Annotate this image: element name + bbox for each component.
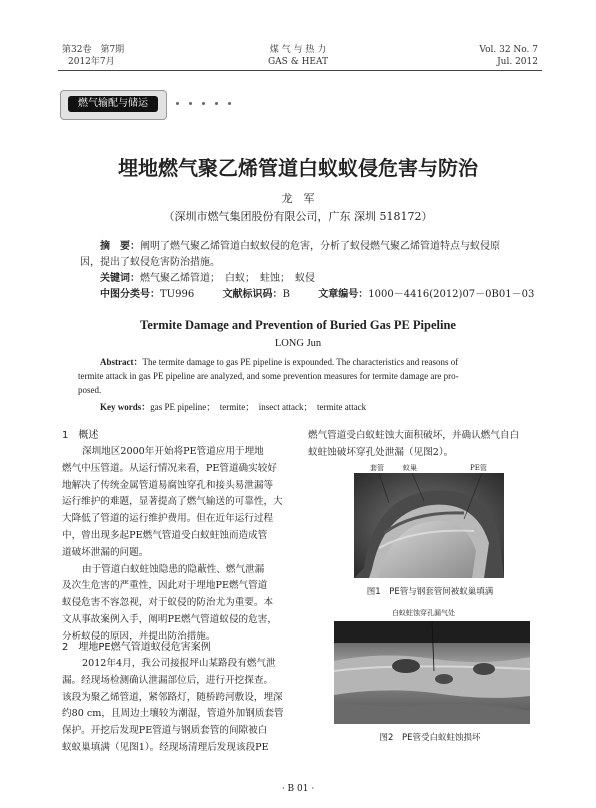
doc-code-label: 文献标识码：: [222, 289, 283, 300]
s1-p1-l2: 燃气中压管道。从运行情况来看，PE管道确实较好: [62, 462, 277, 474]
header-rule: [58, 70, 542, 71]
s1-p2-l2: 及次生危害的严重性，因此对于埋地PE燃气管道: [62, 580, 268, 592]
section-label-box: [60, 90, 167, 120]
s1-p1-l7: 道破坏泄漏的问题。: [62, 546, 149, 558]
abstract-en-line2: termite attack in gas PE pipeline are analyzed, and some prevention measures for termite damage are pro-: [78, 371, 459, 381]
decor-dot: [228, 102, 231, 105]
paper-title-cn: 埋地燃气聚乙烯管道白蚁蚁侵危害与防治: [118, 156, 478, 180]
fig1-label-casing: 套管: [370, 464, 384, 472]
s2-p1-l2: 漏。经现场检测确认泄漏部位后，进行开挖探查。: [62, 674, 274, 686]
fig2-label: 白蚁蛀蚀穿孔漏气处: [392, 609, 455, 617]
right-line2: 蚁蛀蚀破坏穿孔处泄漏（见图2）。: [308, 446, 454, 458]
keywords-cn: [100, 272, 530, 286]
right-line1: 燃气管道受白蚁蛀蚀大面积破坏，并确认燃气自白: [308, 430, 520, 441]
s1-p2-l1: 由于管道白蚁蛀蚀隐患的隐蔽性、燃气泄漏: [82, 563, 265, 575]
decor-dot: [215, 102, 218, 105]
s2-p1-l1: 2012年4月，我公司接报坪山某路段有燃气泄: [82, 658, 276, 669]
author-en: LONG Jun: [274, 338, 322, 349]
s2-p1-l4: 约80 cm，且周边土壤较为潮湿，管道外加钢质套管: [62, 708, 284, 720]
journal-name-cn: 煤 气 与 热 力: [269, 45, 327, 55]
figure2-photo: [334, 621, 530, 724]
abstract-cn-line1: 阐明了燃气聚乙烯管道白蚁蚁侵的危害，分析了蚁侵燃气聚乙烯管道特点与蚁侵原: [140, 241, 500, 252]
article-no-value: 1000－4416(2012)07－0B01－03: [368, 289, 535, 300]
s1-p1-l5: 大降低了管道的运行维护费用。但在近年运行过程: [62, 513, 274, 525]
journal-name: [238, 44, 358, 68]
s2-p1-l6: 蚁蚁巢填满（见图1）。经现场清理后发现该段PE: [62, 741, 269, 753]
abstract-en-line1: The termite damage to gas PE pipeline is expounded. The characteristics and reasons of: [142, 357, 459, 367]
abstract-cn-line2: 因，提出了蚁侵危害防治措施。: [80, 257, 220, 268]
issue-date-en: Jul. 2012: [497, 57, 538, 67]
page-number: · B 01 ·: [281, 784, 315, 794]
keywords-cn-label: 关键词：: [100, 273, 140, 284]
journal-volume-en: [478, 44, 538, 68]
paper-title-en: Termite Damage and Prevention of Buried Gas PE Pipeline: [140, 318, 456, 332]
volume-issue-en: Vol. 32 No. 7: [479, 45, 538, 55]
keywords-en-text: gas PE pipeline； termite； insect attack； termite attack: [150, 402, 367, 412]
s1-p2-l4: 文从事故案例入手，阐明PE燃气管道蚁侵的危害，: [62, 613, 277, 625]
volume-issue: 第32卷 第7期: [62, 45, 125, 55]
section-label: 燃气输配与储运: [68, 96, 158, 112]
s2-p1-l3: 该段为聚乙烯管道，紧邻路灯，随桥跨河敷设，埋深: [62, 691, 283, 703]
clc-label: 中图分类号：: [100, 289, 160, 300]
issue-date: 2012年7月: [68, 57, 115, 67]
doc-code-value: B: [282, 289, 290, 300]
s1-p1-l4: 运行维护的难题，显著提高了燃气输送的可靠性，大: [62, 496, 283, 508]
affiliation-cn: （深圳市燃气集团股份有限公司，广东 深圳 518172）: [163, 210, 433, 223]
figure1-image: [354, 473, 504, 578]
abstract-cn-label: 摘 要：: [100, 241, 140, 252]
article-no-label: 文章编号：: [318, 289, 369, 300]
figure1-photo: [354, 473, 504, 578]
clc-value: TU996: [160, 289, 195, 300]
right-column-text: [308, 428, 540, 462]
s1-p1-l6: 中，曾出现多起PE燃气管道受白蚁蛀蚀而造成管: [62, 529, 268, 541]
author-cn: 龙 军: [281, 192, 315, 205]
classification-line: [100, 288, 540, 302]
keywords-cn-text: 燃气聚乙烯管道； 白蚁； 蛀蚀； 蚁侵: [140, 273, 315, 284]
figure1-caption: 图1 PE管与钢套管间被蚁巢填满: [366, 587, 494, 597]
journal-volume: [62, 44, 124, 68]
decor-dot: [189, 102, 192, 105]
fig1-label-pe: PE管: [470, 464, 487, 472]
section2-body: [62, 656, 294, 757]
figure2-caption: 图2 PE管受白蚁蛀蚀损坏: [379, 733, 481, 743]
abstract-en-line3: posed.: [78, 385, 102, 395]
keywords-en: [100, 400, 530, 414]
s1-p1-l3: 地解决了传统金属管道易腐蚀穿孔和接头易泄漏等: [62, 479, 274, 491]
section2-heading: 2 埋地PE燃气管道蚁侵危害案例: [62, 642, 211, 653]
journal-name-en: GAS & HEAT: [267, 57, 329, 67]
s2-p1-l5: 保护。开挖后发现PE管道与钢质套管的间隙被白: [62, 725, 268, 737]
abstract-cn-cont: [80, 256, 530, 270]
s1-p2-l3: 蚁侵危害不容忽视，对于蚁侵的防治尤为重要。本: [62, 597, 274, 609]
decor-dot: [176, 102, 179, 105]
s1-p2-l5: 分析蚁侵的原因，并提出防治措施。: [62, 630, 216, 642]
abstract-en: [100, 355, 530, 369]
abstract-cn: [100, 240, 530, 254]
section1-heading: 1 概述: [62, 430, 99, 441]
abstract-en-label: Abstract：: [100, 357, 143, 367]
fig1-label-nest: 蚁巢: [403, 464, 417, 472]
figure2-image: [334, 621, 530, 724]
keywords-en-label: Key words：: [100, 402, 151, 412]
s1-p1-l1: 深圳地区2000年开始将PE管道应用于埋地: [82, 446, 264, 457]
decor-dot: [202, 102, 205, 105]
section1-body: [62, 444, 294, 646]
